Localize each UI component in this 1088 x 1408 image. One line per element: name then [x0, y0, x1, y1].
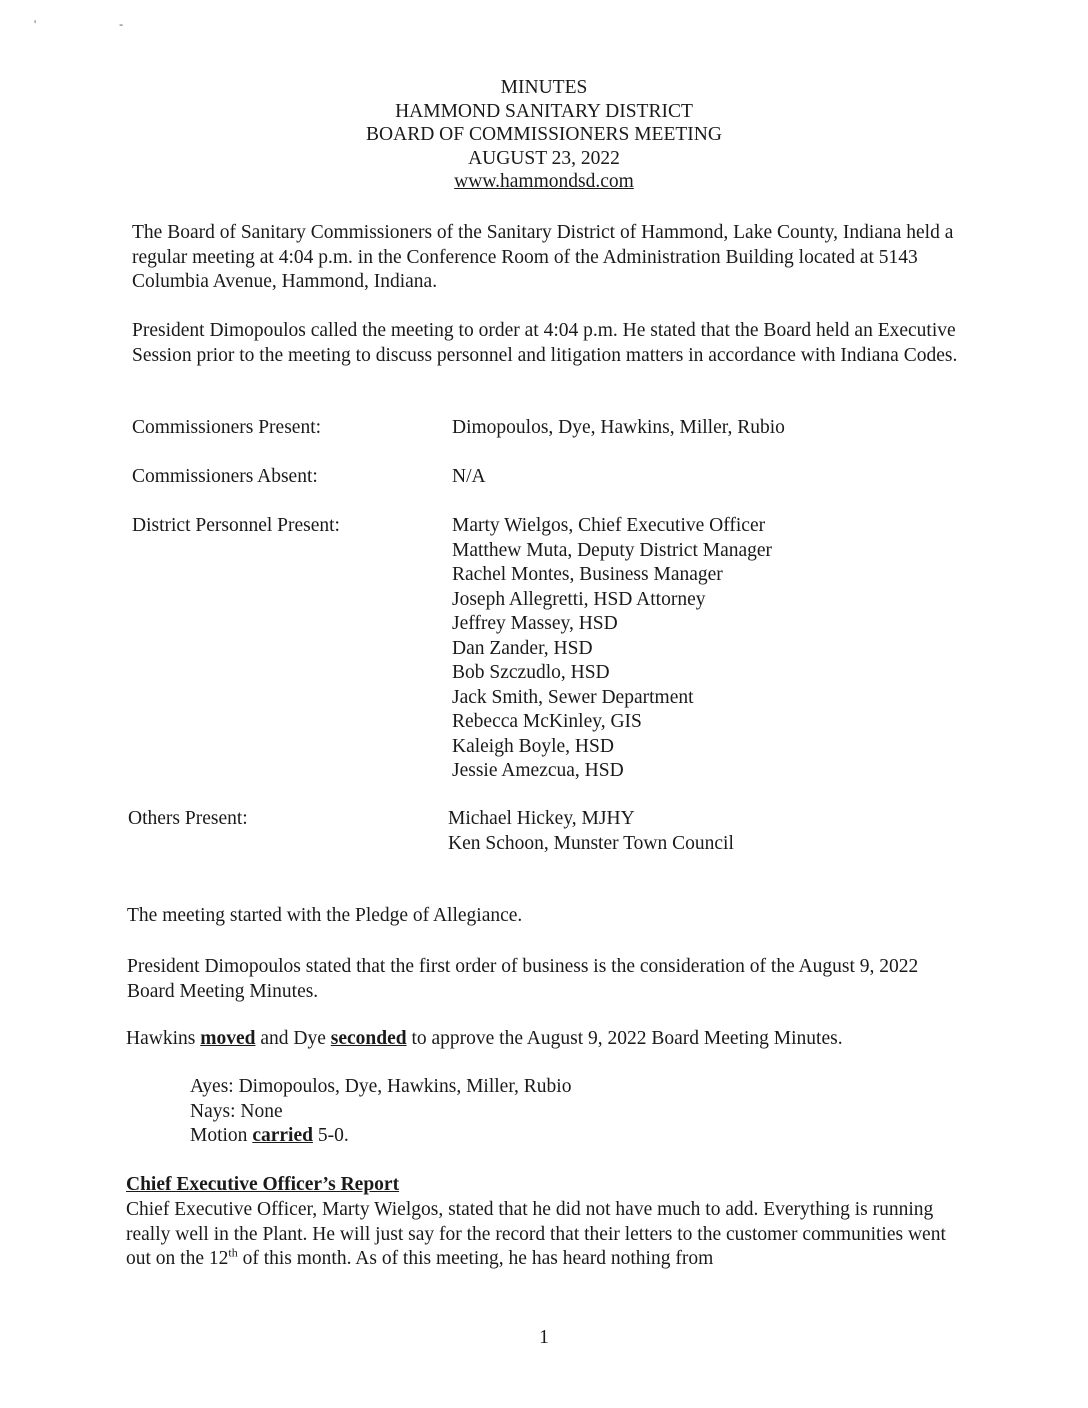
personnel-present-label: District Personnel Present:: [132, 515, 340, 536]
motion-text: to approve the August 9, 2022 Board Meeting Minutes.: [406, 1028, 843, 1049]
others-item: Ken Schoon, Munster Town Council: [448, 832, 734, 854]
first-order-paragraph: President Dimopoulos stated that the first order of business is the consideration of the August 9, 2022 Board Meeting Minutes.: [127, 956, 919, 1002]
personnel-item: Jack Smith, Sewer Department: [452, 686, 694, 708]
personnel-item: Dan Zander, HSD: [452, 637, 593, 659]
vote-nays: Nays: None: [190, 1100, 283, 1122]
personnel-item: Jessie Amezcua, HSD: [452, 760, 624, 781]
header-meeting: BOARD OF COMMISSIONERS MEETING: [366, 124, 722, 145]
ceo-report-heading: Chief Executive Officer’s Report: [126, 1174, 400, 1195]
personnel-item: Matthew Muta, Deputy District Manager: [452, 539, 773, 561]
header-organization: HAMMOND SANITARY DISTRICT: [395, 100, 693, 122]
personnel-item: Joseph Allegretti, HSD Attorney: [452, 588, 706, 610]
header-date: AUGUST 23, 2022: [468, 147, 620, 169]
pledge-paragraph: The meeting started with the Pledge of Allegiance.: [127, 905, 523, 926]
personnel-item: Rebecca McKinley, GIS: [452, 711, 642, 732]
ordinal-suffix: th: [228, 1245, 238, 1260]
motion-text: Hawkins: [126, 1028, 201, 1049]
carried-emphasis: carried: [252, 1125, 313, 1146]
personnel-item: Rachel Montes, Business Manager: [452, 564, 723, 585]
personnel-list: [452, 514, 772, 784]
ceo-report-paragraph: [126, 1198, 961, 1272]
commissioners-absent-value: N/A: [452, 466, 486, 487]
others-item: Michael Hickey, MJHY: [448, 808, 635, 829]
scan-marks: ' -: [34, 17, 164, 31]
header-title: MINUTES: [500, 77, 588, 98]
moved-emphasis: moved: [200, 1028, 256, 1049]
commissioners-present-label: Commissioners Present:: [132, 417, 322, 438]
call-to-order-paragraph: President Dimopoulos called the meeting to order at 4:04 p.m. He stated that the Board held an Executive Session prior to the meeting to discuss personnel and litigation matters in accordance with Indiana Codes.: [132, 320, 958, 366]
commissioners-present-value: Dimopoulos, Dye, Hawkins, Miller, Rubio: [452, 417, 785, 438]
personnel-item: Jeffrey Massey, HSD: [452, 613, 618, 634]
vote-result: [190, 1124, 571, 1149]
page-number: 1: [539, 1327, 549, 1348]
header-website-link[interactable]: www.hammondsd.com: [454, 171, 634, 192]
commissioners-absent-label: Commissioners Absent:: [132, 466, 318, 487]
motion-paragraph: [126, 1027, 956, 1052]
seconded-emphasis: seconded: [330, 1028, 407, 1049]
others-present-label: Others Present:: [128, 808, 248, 829]
personnel-item: Bob Szczudlo, HSD: [452, 662, 610, 683]
vote-result-suffix: 5-0.: [312, 1125, 349, 1146]
motion-text: and Dye: [255, 1028, 331, 1049]
ceo-report-text-continued: of this month. As of this meeting, he has heard nothing from: [237, 1248, 714, 1269]
others-list: [448, 807, 734, 856]
personnel-item: Kaleigh Boyle, HSD: [452, 735, 614, 757]
ceo-report-text: Chief Executive Officer, Marty Wielgos, stated that he did not have much to add. Everything is running really well in the Plant. He will just say for the record that their letters to the customer communities went out on the 12: [126, 1199, 946, 1269]
document-header: [0, 76, 1088, 194]
vote-block: [190, 1075, 571, 1149]
intro-paragraph: The Board of Sanitary Commissioners of the Sanitary District of Hammond, Lake County, Indiana held a regular meeting at 4:04 p.m. in the Conference Room of the Administration Building located at 5143 Columbia Avenue, Hammond, Indiana.: [132, 222, 954, 292]
vote-result-prefix: Motion: [190, 1125, 253, 1146]
vote-ayes: Ayes: Dimopoulos, Dye, Hawkins, Miller, Rubio: [190, 1076, 572, 1097]
personnel-item: Marty Wielgos, Chief Executive Officer: [452, 515, 766, 536]
